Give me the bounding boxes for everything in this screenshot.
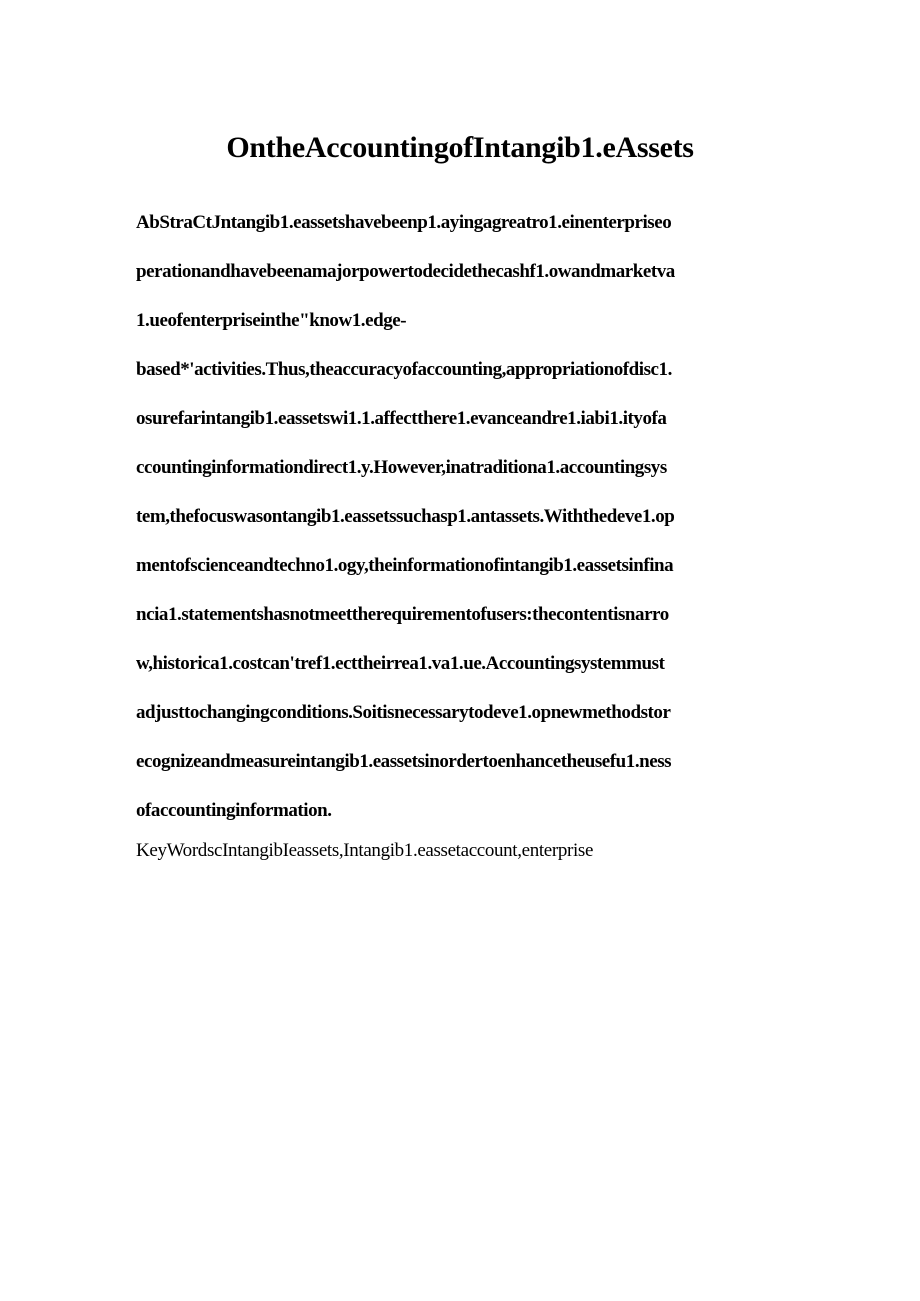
abstract-line: 1.ueofenterpriseinthe"know1.edge- bbox=[136, 310, 407, 331]
abstract-line: tem,thefocuswasontangib1.eassetssuchasp1.antassets.Withthedeve1.op bbox=[136, 506, 675, 527]
document-title: OntheAccountingofIntangib1.eAssets bbox=[226, 131, 694, 164]
abstract-line: adjusttochangingconditions.Soitisnecessarytodeve1.opnewmethodstor bbox=[136, 702, 671, 723]
abstract-line: ncia1.statementshasnotmeettherequirementofusers:thecontentisnarro bbox=[136, 604, 669, 625]
abstract-line: ccountinginformationdirect1.y.However,inatraditiona1.accountingsys bbox=[136, 457, 667, 478]
abstract-line: based*'activities.Thus,theaccuracyofaccounting,appropriationofdisc1. bbox=[136, 359, 672, 380]
keywords-line: KeyWordscIntangibIeassets,Intangib1.eassetaccount,enterprise bbox=[136, 840, 594, 861]
abstract-line: perationandhavebeenamajorpowertodecidethecashf1.owandmarketva bbox=[136, 261, 675, 282]
abstract-line: AbStraCtJntangib1.eassetshavebeenp1.ayingagreatro1.einenterpriseo bbox=[136, 212, 672, 233]
abstract-line: mentofscienceandtechno1.ogy,theinformationofintangib1.eassetsinfina bbox=[136, 555, 674, 576]
abstract-line: osurefarintangib1.eassetswi1.1.affectthere1.evanceandre1.iabi1.ityofa bbox=[136, 408, 667, 429]
abstract-line: w,historica1.costcan'tref1.ecttheirrea1.va1.ue.Accountingsystemmust bbox=[136, 653, 665, 674]
abstract-paragraph bbox=[136, 208, 796, 845]
abstract-line: ecognizeandmeasureintangib1.eassetsinordertoenhancetheusefu1.ness bbox=[136, 751, 672, 772]
abstract-line: ofaccountinginformation. bbox=[136, 800, 332, 821]
